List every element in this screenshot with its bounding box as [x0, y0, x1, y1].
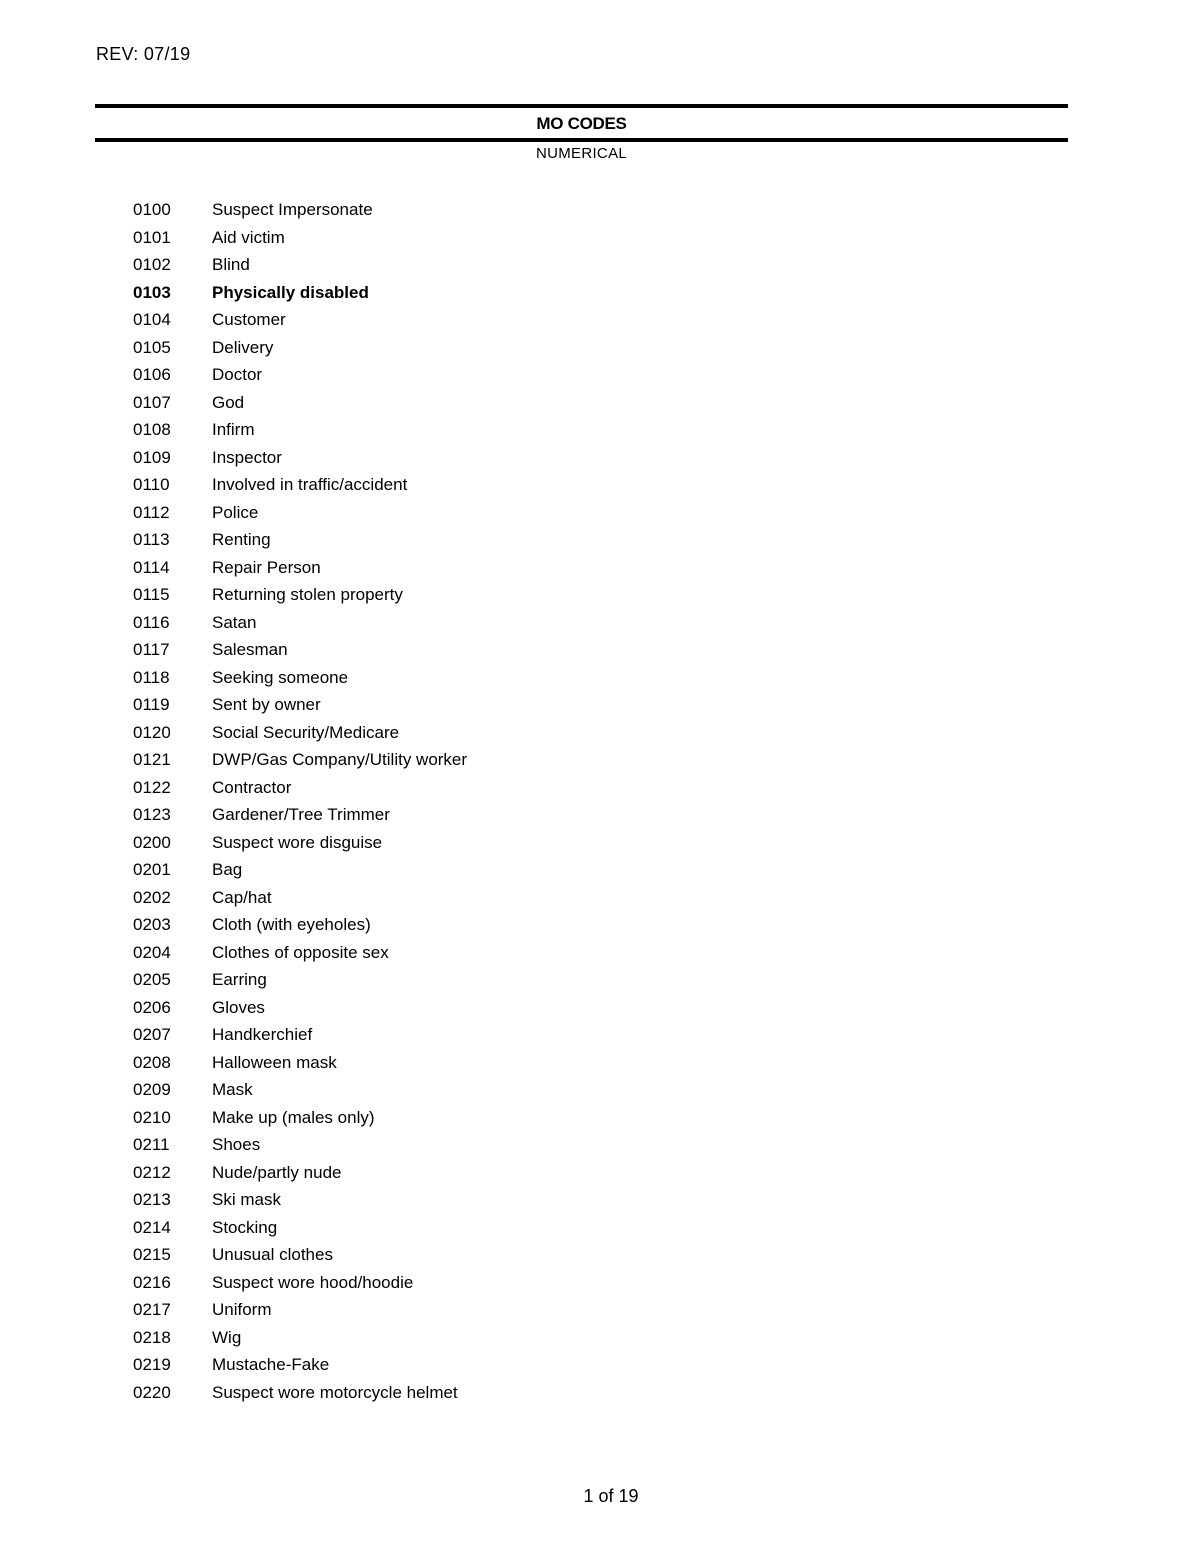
- code-description: Inspector: [212, 447, 282, 467]
- code-row: [0, 1186, 1200, 1214]
- bottom-rule: [95, 138, 1068, 142]
- code-number: 0205: [133, 970, 171, 989]
- code-description: Stocking: [212, 1217, 278, 1237]
- code-row: [0, 499, 1200, 527]
- code-number: 0207: [133, 1025, 171, 1044]
- code-row: [0, 361, 1200, 389]
- page-subtitle: NUMERICAL: [535, 145, 628, 162]
- code-description: Unusual clothes: [212, 1245, 333, 1264]
- code-number: 0215: [133, 1245, 171, 1264]
- code-number: 0103: [133, 282, 171, 302]
- code-number: 0208: [133, 1052, 171, 1072]
- code-row: [0, 279, 1200, 307]
- code-number: 0112: [133, 502, 170, 522]
- code-row: [0, 1021, 1200, 1049]
- code-row: [0, 196, 1200, 224]
- top-rule: [95, 104, 1068, 108]
- code-description: Blind: [212, 255, 250, 274]
- code-row: [0, 1104, 1200, 1132]
- code-row: [0, 1324, 1200, 1352]
- code-number: 0118: [133, 667, 170, 687]
- code-description: Wig: [212, 1327, 242, 1347]
- code-description: Contractor: [212, 777, 292, 797]
- code-row: [0, 994, 1200, 1022]
- code-row: [0, 251, 1200, 279]
- code-number: 0219: [133, 1355, 171, 1374]
- code-row: [0, 636, 1200, 664]
- code-description: Suspect wore motorcycle helmet: [212, 1382, 458, 1402]
- code-description: Infirm: [212, 420, 255, 439]
- code-number: 0202: [133, 887, 171, 907]
- code-number: 0113: [133, 530, 170, 549]
- code-description: Repair Person: [212, 557, 321, 577]
- code-description: Social Security/Medicare: [212, 722, 400, 742]
- code-description: Nude/partly nude: [212, 1162, 342, 1182]
- code-description: Renting: [212, 530, 271, 549]
- code-description: Suspect wore hood/hoodie: [212, 1272, 414, 1292]
- code-description: Uniform: [212, 1300, 272, 1319]
- code-number: 0212: [133, 1162, 171, 1182]
- code-number: 0102: [133, 255, 171, 274]
- code-description: Gardener/Tree Trimmer: [212, 805, 390, 824]
- code-number: 0106: [133, 365, 171, 384]
- page-number: 1 of 19: [583, 1486, 639, 1506]
- code-row: [0, 334, 1200, 362]
- code-row: [0, 856, 1200, 884]
- code-number: 0206: [133, 997, 171, 1017]
- code-row: [0, 224, 1200, 252]
- code-number: 0100: [133, 200, 171, 219]
- code-row: [0, 609, 1200, 637]
- code-description: Satan: [212, 612, 257, 632]
- code-number: 0117: [133, 640, 170, 659]
- code-number: 0213: [133, 1190, 171, 1209]
- code-number: 0101: [133, 227, 171, 247]
- code-number: 0123: [133, 805, 171, 824]
- code-description: Ski mask: [212, 1190, 281, 1209]
- code-description: Returning stolen property: [212, 585, 403, 604]
- code-row: [0, 774, 1200, 802]
- code-description: Delivery: [212, 337, 274, 357]
- code-description: Aid victim: [212, 227, 285, 247]
- code-number: 0115: [133, 585, 170, 604]
- code-number: 0108: [133, 420, 171, 439]
- code-number: 0104: [133, 310, 171, 329]
- code-number: 0114: [133, 557, 170, 577]
- code-number: 0217: [133, 1300, 171, 1319]
- code-row: [0, 911, 1200, 939]
- code-row: [0, 691, 1200, 719]
- code-row: [0, 444, 1200, 472]
- code-row: [0, 884, 1200, 912]
- code-row: [0, 416, 1200, 444]
- code-number: 0204: [133, 942, 171, 962]
- code-description: Mustache-Fake: [212, 1355, 330, 1374]
- code-row: [0, 306, 1200, 334]
- code-row: [0, 554, 1200, 582]
- code-row: [0, 1049, 1200, 1077]
- code-row: [0, 1269, 1200, 1297]
- code-row: [0, 581, 1200, 609]
- code-description: Police: [212, 502, 259, 522]
- code-row: [0, 719, 1200, 747]
- code-row: [0, 1351, 1200, 1379]
- code-row: [0, 829, 1200, 857]
- code-number: 0200: [133, 832, 171, 852]
- code-row: [0, 801, 1200, 829]
- code-row: [0, 1214, 1200, 1242]
- code-number: 0216: [133, 1272, 171, 1292]
- code-number: 0210: [133, 1107, 171, 1127]
- code-number: 0107: [133, 392, 171, 412]
- code-row: [0, 389, 1200, 417]
- code-description: God: [212, 392, 245, 412]
- code-description: Bag: [212, 860, 243, 879]
- code-number: 0110: [133, 475, 170, 494]
- code-description: Involved in traffic/accident: [212, 475, 408, 494]
- code-description: Clothes of opposite sex: [212, 942, 389, 962]
- code-description: Cloth (with eyeholes): [212, 915, 371, 934]
- code-row: [0, 1296, 1200, 1324]
- code-description: Earring: [212, 970, 267, 989]
- code-row: [0, 664, 1200, 692]
- code-description: DWP/Gas Company/Utility worker: [212, 750, 468, 769]
- code-description: Handkerchief: [212, 1025, 313, 1044]
- code-number: 0220: [133, 1382, 171, 1402]
- code-number: 0203: [133, 915, 171, 934]
- page-title: MO CODES: [536, 114, 627, 133]
- code-description: Physically disabled: [212, 282, 369, 302]
- code-list: [0, 196, 1200, 1406]
- code-number: 0201: [133, 860, 171, 879]
- code-row: [0, 1379, 1200, 1407]
- code-number: 0211: [133, 1135, 170, 1154]
- code-description: Customer: [212, 310, 286, 329]
- code-number: 0116: [133, 612, 170, 632]
- code-row: [0, 746, 1200, 774]
- code-number: 0214: [133, 1217, 171, 1237]
- code-row: [0, 1131, 1200, 1159]
- code-description: Suspect Impersonate: [212, 200, 373, 219]
- code-row: [0, 1159, 1200, 1187]
- code-row: [0, 1241, 1200, 1269]
- code-row: [0, 526, 1200, 554]
- revision-label: REV: 07/19: [96, 44, 191, 64]
- code-row: [0, 1076, 1200, 1104]
- code-number: 0109: [133, 447, 171, 467]
- code-number: 0122: [133, 777, 171, 797]
- code-number: 0119: [133, 695, 170, 714]
- code-description: Salesman: [212, 640, 288, 659]
- code-row: [0, 471, 1200, 499]
- code-description: Shoes: [212, 1135, 261, 1154]
- code-description: Seeking someone: [212, 667, 349, 687]
- code-row: [0, 939, 1200, 967]
- code-description: Mask: [212, 1080, 253, 1099]
- code-description: Gloves: [212, 997, 265, 1017]
- code-number: 0120: [133, 722, 171, 742]
- code-description: Cap/hat: [212, 887, 272, 907]
- code-number: 0121: [133, 750, 171, 769]
- code-description: Doctor: [212, 365, 263, 384]
- code-description: Make up (males only): [212, 1107, 375, 1127]
- code-description: Sent by owner: [212, 695, 321, 714]
- code-number: 0218: [133, 1327, 171, 1347]
- code-number: 0105: [133, 337, 171, 357]
- code-description: Halloween mask: [212, 1052, 337, 1072]
- code-row: [0, 966, 1200, 994]
- code-description: Suspect wore disguise: [212, 832, 383, 852]
- code-number: 0209: [133, 1080, 171, 1099]
